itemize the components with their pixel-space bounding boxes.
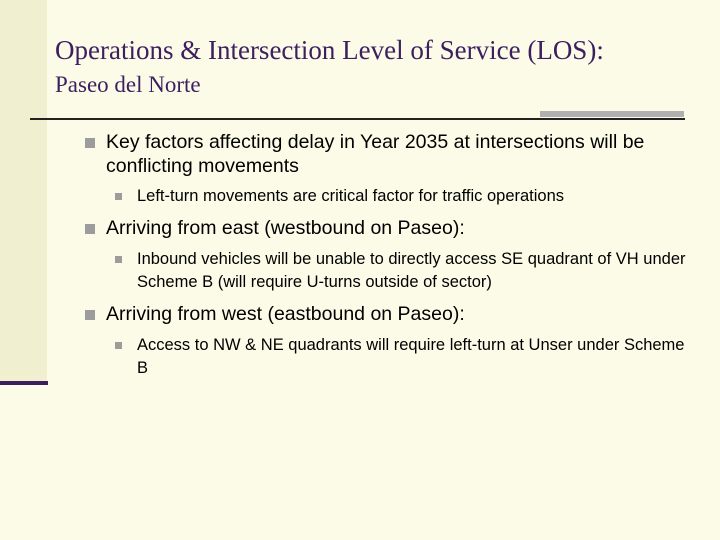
title-main: Operations & Intersection Level of Service (LOS): bbox=[55, 35, 604, 65]
bullet-item bbox=[85, 130, 700, 178]
square-bullet-icon bbox=[115, 256, 122, 263]
bullet-text: Arriving from west (eastbound on Paseo): bbox=[106, 303, 465, 325]
title-rule-accent bbox=[540, 111, 684, 117]
left-decor-band bbox=[0, 0, 47, 382]
bullet-text: Arriving from east (westbound on Paseo): bbox=[106, 217, 465, 239]
sub-bullet-text: Access to NW & NE quadrants will require left-turn at Unser under Scheme B bbox=[137, 336, 685, 377]
square-bullet-icon bbox=[85, 138, 95, 148]
sub-bullet-item bbox=[115, 334, 700, 380]
square-bullet-icon bbox=[85, 224, 95, 234]
title-divider bbox=[30, 118, 685, 120]
sub-bullet-text: Left-turn movements are critical factor for traffic operations bbox=[137, 187, 565, 205]
left-decor-rule bbox=[0, 381, 48, 385]
square-bullet-icon bbox=[115, 193, 122, 200]
slide-body bbox=[85, 130, 700, 380]
bullet-item bbox=[85, 216, 700, 240]
sub-bullet-item bbox=[115, 185, 700, 208]
sub-bullet-item bbox=[115, 248, 700, 294]
square-bullet-icon bbox=[85, 310, 95, 320]
sub-bullet-text: Inbound vehicles will be unable to directly access SE quadrant of VH under Scheme B (will require U-turns outside of sector) bbox=[137, 250, 686, 291]
bullet-text: Key factors affecting delay in Year 2035 at intersections will be conflicting movements bbox=[106, 131, 645, 177]
title-subtitle: Paseo del Norte bbox=[55, 72, 201, 97]
square-bullet-icon bbox=[115, 342, 122, 349]
bullet-item bbox=[85, 302, 700, 326]
slide-title bbox=[55, 32, 604, 102]
